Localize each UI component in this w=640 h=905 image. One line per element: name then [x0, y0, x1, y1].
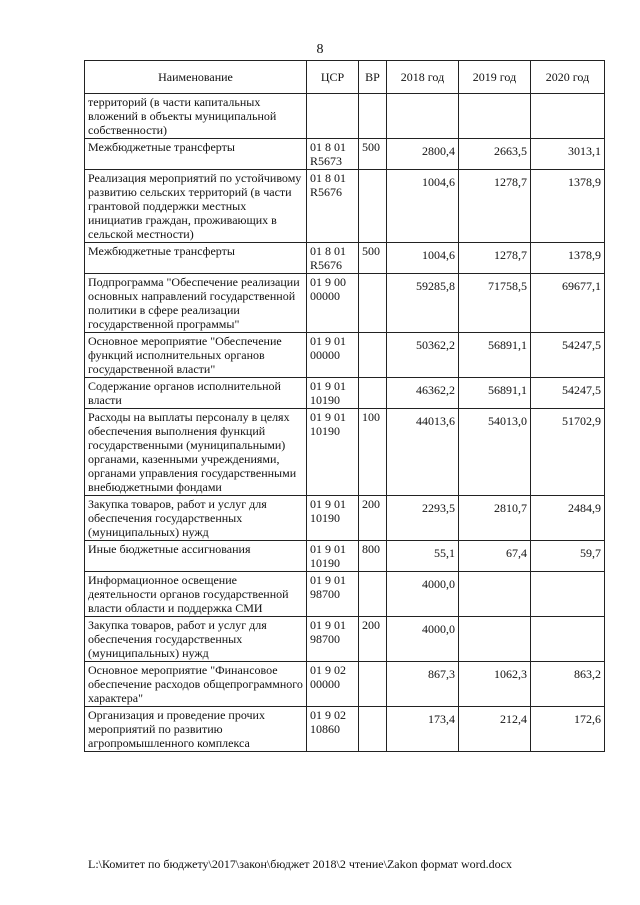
row-2020-cell: 51702,9: [531, 409, 605, 496]
row-2018-cell: 55,1: [387, 541, 459, 572]
row-2020-cell: 1378,9: [531, 170, 605, 243]
row-2020-cell: [531, 94, 605, 139]
table-row: [85, 139, 605, 170]
row-2018-cell: 173,4: [387, 707, 459, 752]
table-row: [85, 541, 605, 572]
table-row: [85, 409, 605, 496]
table-header-row: [85, 61, 605, 94]
row-csr-cell: 01 9 01 98700: [307, 572, 359, 617]
budget-table: [84, 60, 605, 752]
row-name-cell: Содержание органов исполнительной власти: [85, 378, 307, 409]
row-name-cell: Подпрограмма "Обеспечение реализации основных направлений государственной политики в сфере реализации государственной программы": [85, 274, 307, 333]
row-name-cell: Межбюджетные трансферты: [85, 243, 307, 274]
table-row: [85, 274, 605, 333]
row-name-cell: Реализация мероприятий по устойчивому развитию сельских территорий (в части грантовой поддержки местных инициатив граждан, проживающих в сельской местности): [85, 170, 307, 243]
row-2018-cell: 4000,0: [387, 617, 459, 662]
row-2020-cell: 2484,9: [531, 496, 605, 541]
row-name-cell: Основное мероприятие "Финансовое обеспечение расходов общепрограммного характера": [85, 662, 307, 707]
row-csr-cell: 01 9 01 10190: [307, 541, 359, 572]
row-2019-cell: 67,4: [459, 541, 531, 572]
header-vr: ВР: [359, 61, 387, 94]
row-2018-cell: 1004,6: [387, 170, 459, 243]
row-2020-cell: [531, 617, 605, 662]
row-2019-cell: 1278,7: [459, 243, 531, 274]
row-csr-cell: 01 8 01 R5676: [307, 170, 359, 243]
row-2020-cell: 54247,5: [531, 378, 605, 409]
table-row: [85, 662, 605, 707]
row-2020-cell: 54247,5: [531, 333, 605, 378]
row-name-cell: Межбюджетные трансферты: [85, 139, 307, 170]
table-row: [85, 707, 605, 752]
row-vr-cell: 500: [359, 139, 387, 170]
row-csr-cell: 01 9 01 10190: [307, 378, 359, 409]
row-2019-cell: [459, 94, 531, 139]
row-2018-cell: 2293,5: [387, 496, 459, 541]
row-2019-cell: [459, 617, 531, 662]
row-vr-cell: 200: [359, 496, 387, 541]
row-2018-cell: 1004,6: [387, 243, 459, 274]
row-2018-cell: 50362,2: [387, 333, 459, 378]
header-2020: 2020 год: [531, 61, 605, 94]
row-2020-cell: 863,2: [531, 662, 605, 707]
row-2019-cell: 1062,3: [459, 662, 531, 707]
row-2019-cell: 212,4: [459, 707, 531, 752]
row-vr-cell: [359, 274, 387, 333]
row-2019-cell: 56891,1: [459, 378, 531, 409]
row-2019-cell: 71758,5: [459, 274, 531, 333]
row-csr-cell: 01 8 01 R5676: [307, 243, 359, 274]
table-row: [85, 94, 605, 139]
row-name-cell: территорий (в части капитальных вложений в объекты муниципальной собственности): [85, 94, 307, 139]
row-vr-cell: 100: [359, 409, 387, 496]
row-2019-cell: 2663,5: [459, 139, 531, 170]
row-name-cell: Информационное освещение деятельности органов государственной власти области и поддержка СМИ: [85, 572, 307, 617]
row-csr-cell: 01 9 01 00000: [307, 333, 359, 378]
row-2020-cell: 69677,1: [531, 274, 605, 333]
row-2019-cell: 1278,7: [459, 170, 531, 243]
row-2018-cell: 59285,8: [387, 274, 459, 333]
row-2020-cell: 3013,1: [531, 139, 605, 170]
row-2018-cell: 44013,6: [387, 409, 459, 496]
row-vr-cell: [359, 333, 387, 378]
row-name-cell: Закупка товаров, работ и услуг для обеспечения государственных (муниципальных) нужд: [85, 617, 307, 662]
header-name: Наименование: [85, 61, 307, 94]
row-vr-cell: [359, 378, 387, 409]
row-csr-cell: [307, 94, 359, 139]
header-2019: 2019 год: [459, 61, 531, 94]
table-row: [85, 243, 605, 274]
row-csr-cell: 01 9 02 10860: [307, 707, 359, 752]
row-2018-cell: 867,3: [387, 662, 459, 707]
file-path-footer: L:\Комитет по бюджету\2017\закон\бюджет 2018\2 чтение\Zakon формат word.docx: [88, 857, 512, 871]
row-name-cell: Закупка товаров, работ и услуг для обеспечения государственных (муниципальных) нужд: [85, 496, 307, 541]
table-row: [85, 378, 605, 409]
row-vr-cell: 500: [359, 243, 387, 274]
row-csr-cell: 01 9 01 10190: [307, 409, 359, 496]
row-vr-cell: 800: [359, 541, 387, 572]
row-name-cell: Организация и проведение прочих мероприятий по развитию агропромышленного комплекса: [85, 707, 307, 752]
page-number: 8: [316, 42, 324, 57]
row-2019-cell: 54013,0: [459, 409, 531, 496]
row-vr-cell: [359, 170, 387, 243]
header-csr: ЦСР: [307, 61, 359, 94]
row-csr-cell: 01 9 01 98700: [307, 617, 359, 662]
row-name-cell: Основное мероприятие "Обеспечение функций исполнительных органов государственной власти": [85, 333, 307, 378]
row-csr-cell: 01 9 01 10190: [307, 496, 359, 541]
row-2019-cell: [459, 572, 531, 617]
row-2018-cell: 4000,0: [387, 572, 459, 617]
row-csr-cell: 01 9 02 00000: [307, 662, 359, 707]
table-row: [85, 496, 605, 541]
row-2020-cell: 59,7: [531, 541, 605, 572]
row-vr-cell: [359, 572, 387, 617]
row-vr-cell: [359, 94, 387, 139]
row-2018-cell: 46362,2: [387, 378, 459, 409]
row-2019-cell: 2810,7: [459, 496, 531, 541]
row-vr-cell: 200: [359, 617, 387, 662]
row-2018-cell: [387, 94, 459, 139]
row-vr-cell: [359, 662, 387, 707]
row-2020-cell: [531, 572, 605, 617]
row-csr-cell: 01 9 00 00000: [307, 274, 359, 333]
row-name-cell: Расходы на выплаты персоналу в целях обеспечения выполнения функций государственными (муниципальными) органами, казенными учреждениями, органами управления государственными внебюджетными фондами: [85, 409, 307, 496]
row-csr-cell: 01 8 01 R5673: [307, 139, 359, 170]
table-row: [85, 170, 605, 243]
row-name-cell: Иные бюджетные ассигнования: [85, 541, 307, 572]
table-row: [85, 572, 605, 617]
row-2018-cell: 2800,4: [387, 139, 459, 170]
row-2020-cell: 1378,9: [531, 243, 605, 274]
header-2018: 2018 год: [387, 61, 459, 94]
table-row: [85, 333, 605, 378]
row-vr-cell: [359, 707, 387, 752]
row-2020-cell: 172,6: [531, 707, 605, 752]
row-2019-cell: 56891,1: [459, 333, 531, 378]
table-row: [85, 617, 605, 662]
